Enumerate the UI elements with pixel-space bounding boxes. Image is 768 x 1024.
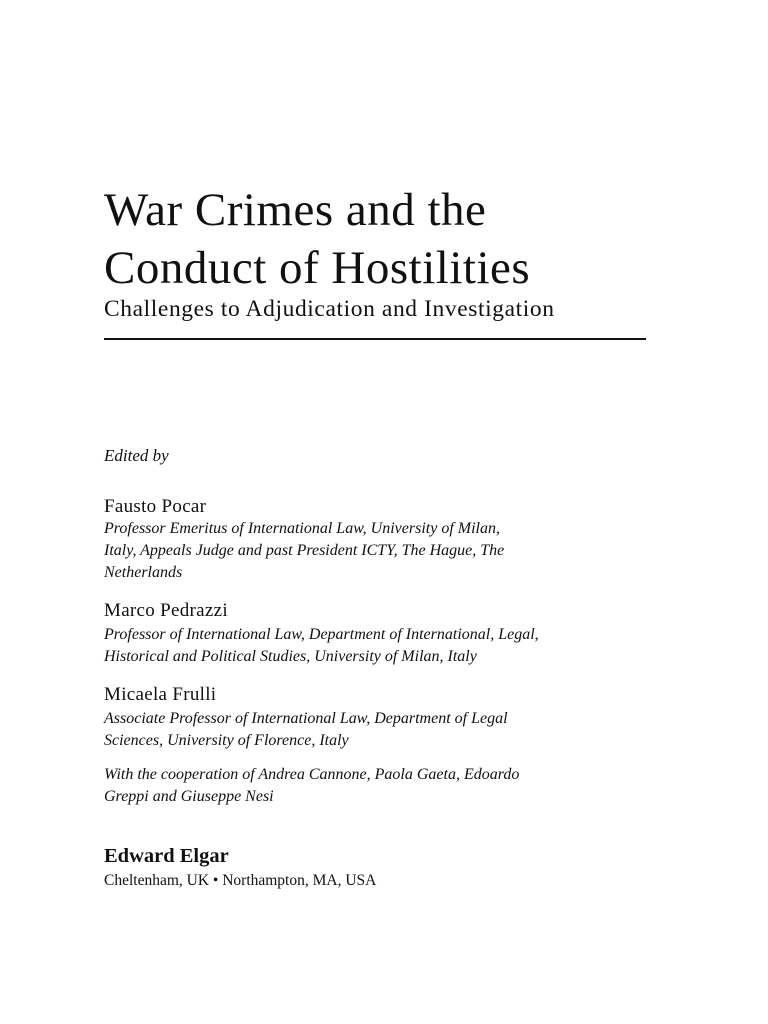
publisher-places: Cheltenham, UK • Northampton, MA, USA (104, 872, 377, 889)
editor-name-pedrazzi: Marco Pedrazzi (104, 600, 228, 621)
editor-affiliation-line: Associate Professor of International Law, Department of Legal (104, 710, 508, 727)
book-title-line-1: War Crimes and the (104, 184, 487, 236)
editor-affiliation-line: Professor Emeritus of International Law, University of Milan, (104, 520, 500, 537)
editor-affiliation-line: Netherlands (104, 564, 183, 581)
book-title-line-2: Conduct of Hostilities (104, 242, 531, 294)
book-subtitle: Challenges to Adjudication and Investigation (104, 296, 555, 322)
editor-affiliation-line: Italy, Appeals Judge and past President ICTY, The Hague, The (104, 542, 505, 559)
editor-affiliation-line: Sciences, University of Florence, Italy (104, 732, 349, 749)
editor-name-frulli: Micaela Frulli (104, 684, 217, 705)
cooperation-line: With the cooperation of Andrea Cannone, Paola Gaeta, Edoardo (104, 766, 520, 783)
editor-affiliation-line: Historical and Political Studies, University of Milan, Italy (104, 648, 477, 665)
edited-by-label: Edited by (104, 446, 169, 465)
editor-affiliation-line: Professor of International Law, Department of International, Legal, (104, 626, 539, 643)
editor-name-pocar: Fausto Pocar (104, 496, 207, 517)
title-divider (104, 338, 646, 340)
publisher-name: Edward Elgar (104, 845, 229, 867)
cooperation-line: Greppi and Giuseppe Nesi (104, 788, 274, 805)
